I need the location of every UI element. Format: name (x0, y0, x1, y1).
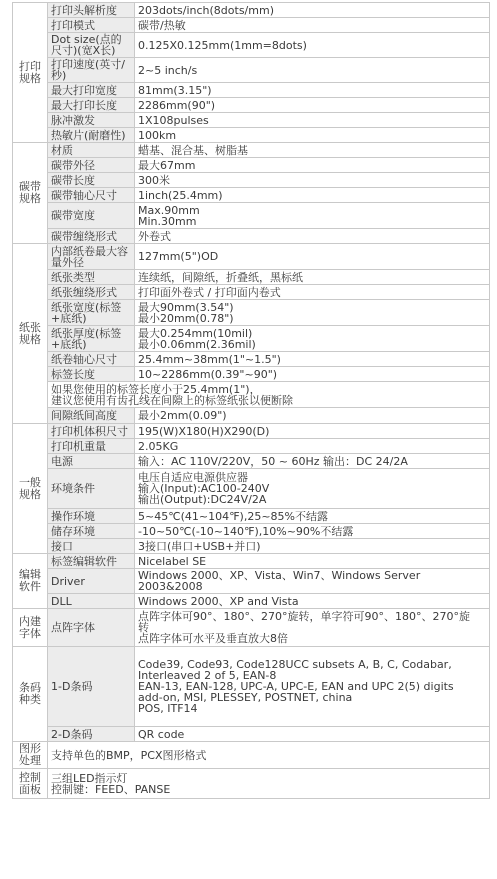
spec-value: QR code (135, 727, 490, 742)
spec-row (13, 143, 490, 158)
spec-value: Windows 2000、XP、Vista、Win7、Windows Server 2003&2008 (135, 569, 490, 594)
spec-label: 间隙纸间高度 (48, 408, 135, 424)
spec-row (13, 524, 490, 539)
spec-label: 纸张缠绕形式 (48, 285, 135, 300)
section-category: 纸张 规格 (13, 244, 48, 424)
section-category: 图形 处理 (13, 742, 48, 769)
spec-row (13, 33, 490, 58)
spec-row (13, 727, 490, 742)
spec-row (13, 18, 490, 33)
spec-label: 热敏片(耐磨性) (48, 128, 135, 143)
spec-value: Max.90mm Min.30mm (135, 203, 490, 229)
spec-label: 内部纸卷最大容 量外径 (48, 244, 135, 270)
spec-value: 点阵字体可90°、180°、270°旋转，单字符可90°、180°、270°旋 转 点阵字体可水平及垂直放大8倍 (135, 609, 490, 647)
spec-note: 如果您使用的标签长度小于25.4mm(1")， 建议您使用有齿孔线在间隙上的标签纸张以便断除 (48, 382, 490, 408)
spec-row (13, 128, 490, 143)
spec-label: 纸张类型 (48, 270, 135, 285)
spec-row (13, 244, 490, 270)
spec-label: 纸卷轴心尺寸 (48, 352, 135, 367)
spec-value: 1inch(25.4mm) (135, 188, 490, 203)
spec-row (13, 439, 490, 454)
spec-value: 3接口(串口+USB+并口) (135, 539, 490, 554)
spec-value: 300米 (135, 173, 490, 188)
spec-label: 最大打印宽度 (48, 83, 135, 98)
spec-value: -10~50℃(-10~140℉),10%~90%不结露 (135, 524, 490, 539)
spec-row (13, 352, 490, 367)
spec-row (13, 188, 490, 203)
spec-label: 接口 (48, 539, 135, 554)
section-category: 打印 规格 (13, 3, 48, 143)
spec-value: 2~5 inch/s (135, 58, 490, 83)
spec-label: 点阵字体 (48, 609, 135, 647)
spec-label: DLL (48, 594, 135, 609)
section-category: 碳带 规格 (13, 143, 48, 244)
spec-row (13, 609, 490, 647)
spec-label: 碳带宽度 (48, 203, 135, 229)
spec-label: 标签长度 (48, 367, 135, 382)
spec-label: 打印头解析度 (48, 3, 135, 18)
spec-row (13, 742, 490, 769)
spec-value: 81mm(3.15") (135, 83, 490, 98)
spec-label: 纸张厚度(标签 +底纸) (48, 326, 135, 352)
spec-value: 2286mm(90") (135, 98, 490, 113)
spec-value: 打印面外卷式 / 打印面内卷式 (135, 285, 490, 300)
spec-row (13, 3, 490, 18)
spec-value: 最大0.254mm(10mil) 最小0.06mm(2.36mil) (135, 326, 490, 352)
spec-value: Nicelabel SE (135, 554, 490, 569)
spec-value: 1X108pulses (135, 113, 490, 128)
spec-value: Windows 2000、XP and Vista (135, 594, 490, 609)
spec-value: 5~45℃(41~104℉),25~85%不结露 (135, 509, 490, 524)
spec-label: 碳带缠绕形式 (48, 229, 135, 244)
spec-row (13, 382, 490, 408)
spec-label: 碳带轴心尺寸 (48, 188, 135, 203)
spec-value: 127mm(5")OD (135, 244, 490, 270)
spec-value: 25.4mm~38mm(1"~1.5") (135, 352, 490, 367)
spec-row (13, 554, 490, 569)
spec-label: 纸张宽度(标签 +底纸) (48, 300, 135, 326)
spec-row (13, 408, 490, 424)
section-category: 内建 字体 (13, 609, 48, 647)
spec-row (13, 454, 490, 469)
section-category: 一般 规格 (13, 424, 48, 554)
spec-label: 2-D条码 (48, 727, 135, 742)
spec-row (13, 424, 490, 439)
spec-row (13, 594, 490, 609)
spec-row (13, 98, 490, 113)
spec-row (13, 285, 490, 300)
spec-label: 打印机重量 (48, 439, 135, 454)
spec-label: 打印速度(英寸/ 秒) (48, 58, 135, 83)
spec-value: 0.125X0.125mm(1mm=8dots) (135, 33, 490, 58)
spec-label: 1-D条码 (48, 647, 135, 727)
section-category: 条码 种类 (13, 647, 48, 742)
spec-label: 脉冲激发 (48, 113, 135, 128)
section-category: 控制 面板 (13, 769, 48, 799)
spec-value: 最大67mm (135, 158, 490, 173)
spec-row (13, 58, 490, 83)
spec-label: 电源 (48, 454, 135, 469)
spec-row (13, 173, 490, 188)
spec-value: 连续纸，间隙纸，折叠纸，黑标纸 (135, 270, 490, 285)
spec-table-body (13, 3, 490, 799)
spec-label: Dot size(点的 尺寸)(宽X长) (48, 33, 135, 58)
spec-value: 100km (135, 128, 490, 143)
spec-value: 碳带/热敏 (135, 18, 490, 33)
spec-value: Code39, Code93, Code128UCC subsets A, B, C, Codabar, Interleaved 2 of 5, EAN-8 EAN-13, EAN-128, UPC-A, UPC-E, EAN and UPC 2(5) digits add-on, MSI, PLESSEY, POSTNET, china POS, ITF14 (135, 647, 490, 727)
spec-value: 支持单色的BMP，PCX图形格式 (48, 742, 490, 769)
spec-row (13, 569, 490, 594)
spec-label: 碳带外径 (48, 158, 135, 173)
spec-label: 环境条件 (48, 469, 135, 509)
spec-row (13, 509, 490, 524)
spec-value: 输入：AC 110V/220V，50 ~ 60Hz 输出：DC 24/2A (135, 454, 490, 469)
spec-row (13, 769, 490, 799)
spec-value: 2.05KG (135, 439, 490, 454)
spec-label: Driver (48, 569, 135, 594)
spec-row (13, 300, 490, 326)
spec-label: 材质 (48, 143, 135, 158)
spec-value: 蜡基、混合基、树脂基 (135, 143, 490, 158)
spec-row (13, 647, 490, 727)
spec-table (12, 2, 490, 799)
spec-value: 203dots/inch(8dots/mm) (135, 3, 490, 18)
spec-row (13, 367, 490, 382)
spec-value: 10~2286mm(0.39"~90") (135, 367, 490, 382)
spec-value: 外卷式 (135, 229, 490, 244)
spec-label: 操作环境 (48, 509, 135, 524)
section-category: 编辑 软件 (13, 554, 48, 609)
spec-row (13, 270, 490, 285)
spec-row (13, 539, 490, 554)
spec-row (13, 326, 490, 352)
spec-label: 标签编辑软件 (48, 554, 135, 569)
spec-row (13, 83, 490, 98)
spec-value: 195(W)X180(H)X290(D) (135, 424, 490, 439)
spec-value: 最大90mm(3.54") 最小20mm(0.78") (135, 300, 490, 326)
spec-row (13, 229, 490, 244)
spec-row (13, 158, 490, 173)
spec-label: 最大打印长度 (48, 98, 135, 113)
spec-row (13, 469, 490, 509)
spec-label: 碳带长度 (48, 173, 135, 188)
spec-label: 储存环境 (48, 524, 135, 539)
spec-value: 电压自适应电源供应器 输入(Input):AC100-240V 输出(Output):DC24V/2A (135, 469, 490, 509)
spec-row (13, 203, 490, 229)
spec-value: 最小2mm(0.09") (135, 408, 490, 424)
spec-label: 打印模式 (48, 18, 135, 33)
spec-label: 打印机体积尺寸 (48, 424, 135, 439)
spec-row (13, 113, 490, 128)
spec-value: 三组LED指示灯 控制键：FEED、PANSE (48, 769, 490, 799)
